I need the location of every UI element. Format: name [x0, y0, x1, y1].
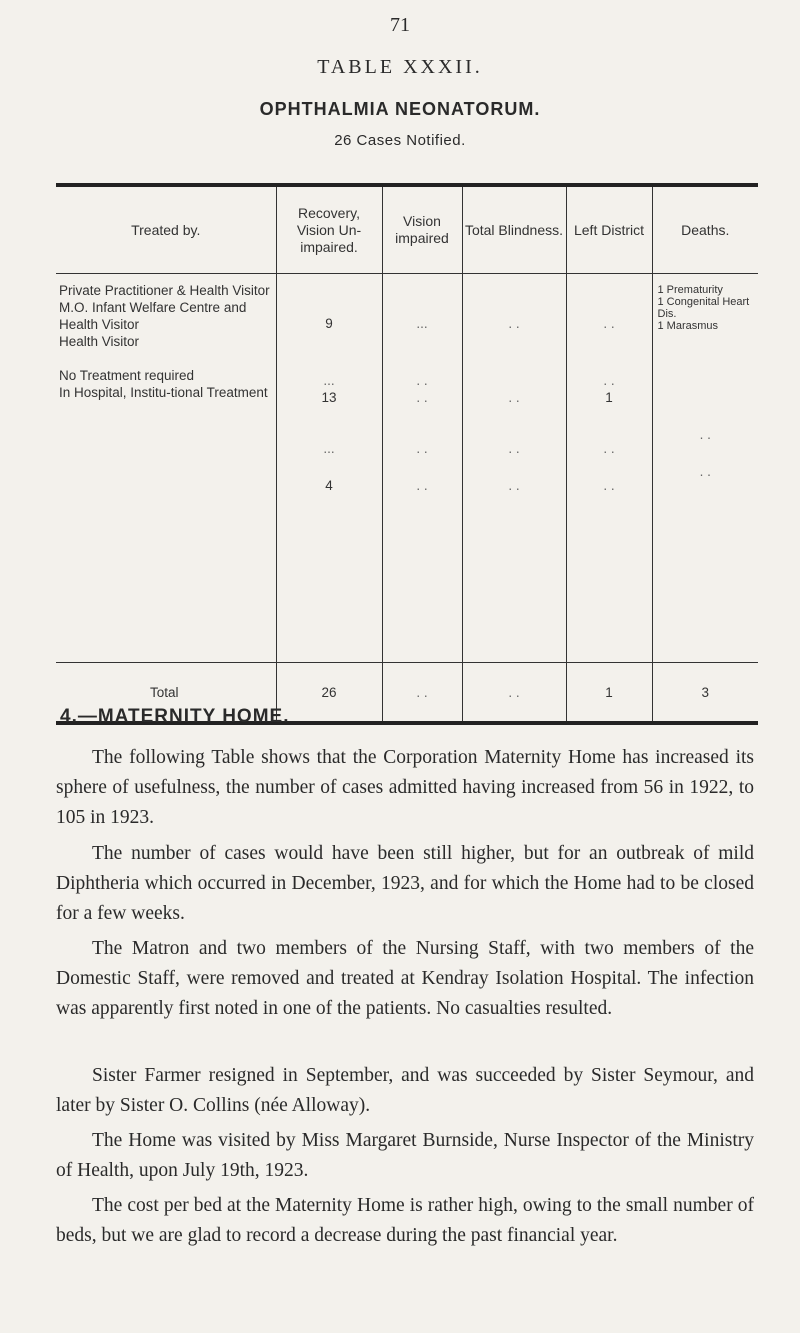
header-total-blindness: Total Blindness.: [462, 187, 566, 274]
table-body: [56, 274, 758, 663]
total-label: Total: [56, 663, 276, 722]
paragraph: The Matron and two members of the Nursing Staff, with two members of the Domestic Staff, were removed and treated at Kendray Isolation Hospital. The infection was apparently first noted in one of the patients. No casualties resulted.: [56, 938, 754, 1019]
deaths-column: [652, 274, 758, 663]
row-label: Health Visitor: [59, 334, 140, 349]
table-cell: . .: [416, 390, 428, 405]
table-cell: 1: [605, 390, 613, 405]
header-vision-impaired: Vision impaired: [382, 187, 462, 274]
paragraph: The number of cases would have been still higher, but for an outbreak of mild Diphtheria which occurred in December, 1923, and for which the Home had to be closed for a few weeks.: [56, 843, 754, 924]
ophthalmia-table: [56, 183, 758, 725]
row-label: No Treatment required: [59, 368, 195, 383]
table-cell: . .: [699, 427, 711, 442]
page-number: 71: [390, 14, 410, 36]
table-cell: . .: [603, 478, 615, 493]
row-label: M.O. Infant Welfare Centre and Health Visitor: [59, 300, 247, 332]
table-cell: . .: [508, 478, 520, 493]
header-left-district: Left District: [566, 187, 652, 274]
table-cell: . .: [416, 478, 428, 493]
header-recovery: Recovery, Vision Un-impaired.: [276, 187, 382, 274]
paragraph: The following Table shows that the Corporation Maternity Home has increased its sphere of usefulness, the number of cases admitted having increased from 56 in 1922, to 105 in 1923.: [56, 747, 754, 828]
table-cell: ...: [323, 441, 335, 456]
treated-by-column: [56, 274, 276, 663]
table-cell: ...: [323, 373, 335, 388]
row-label: In Hospital, Institu-tional Treatment: [59, 385, 268, 400]
paragraph: The Home was visited by Miss Margaret Burnside, Nurse Inspector of the Ministry of Health, upon July 19th, 1923.: [56, 1130, 754, 1181]
recovery-column: [276, 274, 382, 663]
table-cell: . .: [603, 316, 615, 331]
paragraph: Sister Farmer resigned in September, and was succeeded by Sister Seymour, and later by Sister O. Collins (née Alloway).: [56, 1065, 754, 1116]
table-cell: . .: [416, 373, 428, 388]
total-blindness-column: [462, 274, 566, 663]
death-cause: 1 Congenital Heart Dis.: [657, 296, 750, 320]
left-district-column: [566, 274, 652, 663]
table-cell: ...: [416, 316, 428, 331]
table-cell: . .: [416, 441, 428, 456]
table-cell: . .: [603, 441, 615, 456]
table-cell: 4: [325, 478, 333, 493]
total-recovery: 26: [276, 663, 382, 722]
table-header-row: [56, 187, 758, 274]
total-deaths: 3: [652, 663, 758, 722]
table-cell: . .: [699, 464, 711, 479]
table-title: TABLE XXXII.: [317, 56, 483, 78]
header-treated-by: Treated by.: [56, 187, 276, 274]
table-cell: [466, 373, 563, 390]
cases-notified: 26 Cases Notified.: [334, 132, 466, 149]
death-cause: 1 Prematurity: [657, 284, 723, 296]
table-cell: . .: [603, 373, 615, 388]
table-subtitle: OPHTHALMIA NEONATORUM.: [259, 99, 541, 119]
section-heading: 4.—MATERNITY HOME.: [60, 706, 290, 727]
table-cell: 13: [321, 390, 337, 405]
header-deaths: Deaths.: [652, 187, 758, 274]
table-cell: . .: [508, 316, 520, 331]
total-vision-impaired: . .: [382, 663, 462, 722]
total-left-district: 1: [566, 663, 652, 722]
death-cause: 1 Marasmus: [657, 320, 719, 332]
paragraph: The cost per bed at the Maternity Home is rather high, owing to the small number of beds, but we are glad to record a decrease during the past financial year.: [56, 1195, 754, 1246]
table-cell: . .: [508, 441, 520, 456]
table-cell: 9: [325, 316, 333, 331]
vision-impaired-column: [382, 274, 462, 663]
table-cell: . .: [508, 390, 520, 405]
total-blindness: . .: [462, 663, 566, 722]
row-label: Private Practitioner & Health Visitor: [59, 283, 270, 298]
